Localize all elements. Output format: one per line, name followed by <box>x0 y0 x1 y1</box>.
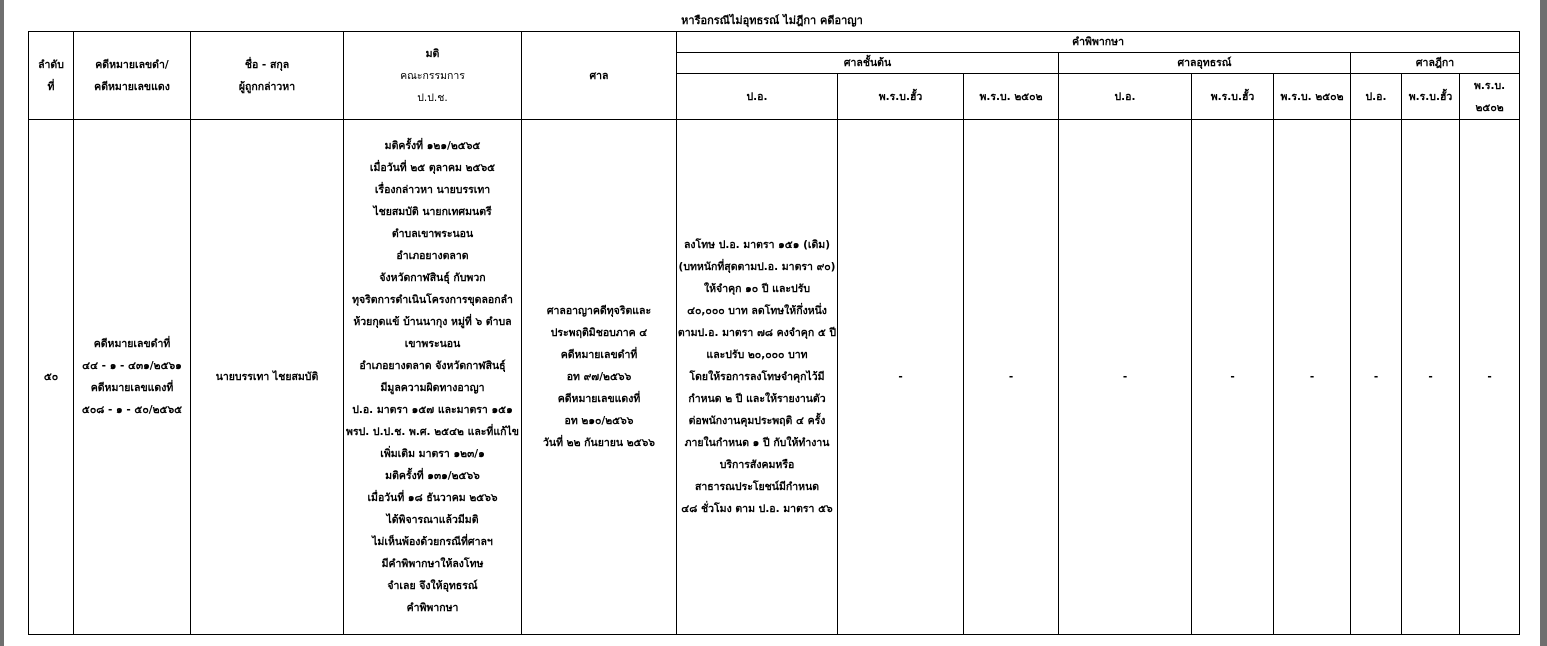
document-title: หารือกรณีไม่อุทธรณ์ ไม่ฎีกา คดีอาญา <box>681 14 863 27</box>
cell-first-po: ลงโทษ ป.อ. มาตรา ๑๕๑ (เดิม) (บทหนักที่สุดตามป.อ. มาตรา ๙๐) ให้จำคุก ๑๐ ปี และปรับ ๔๐,๐๐๐ บาท ลดโทษให้กึ่งหนึ่ง ตามป.อ. มาตรา ๗๘ คงจำคุก ๕ ปี และปรับ ๒๐,๐๐๐ บาท โดยให้รอการลงโทษจำคุกไว้มี กำหนด ๒ ปี และให้รายงานตัว ต่อพนักงานคุมประพฤติ ๔ ครั้ง ภายในกำหนด ๑ ปี กับให้ทำงาน บริการสังคมหรือ สาธารณประโยชน์มีกำหนด ๔๘ ชั่วโมง ตาม ป.อ. มาตรา ๕๖ <box>677 120 838 635</box>
table-row <box>29 120 1520 635</box>
cell-first-pro-2502: - <box>964 120 1059 635</box>
cell-supreme-pro-u: - <box>1402 120 1460 635</box>
cell-name: นายบรรเทา ไชยสมบัติ <box>191 120 344 635</box>
cell-case-no: คดีหมายเลขดำที่ ๔๔ - ๑ - ๔๓๑/๒๕๖๑ คดีหมายเลขแดงที่ ๕๐๘ - ๑ - ๕๐/๒๕๖๕ <box>74 120 191 635</box>
header-first-pro-2502: พ.ร.บ. ๒๕๐๒ <box>964 74 1059 120</box>
header-appeal-po: ป.อ. <box>1059 74 1192 120</box>
cell-appeal-po: - <box>1059 120 1192 635</box>
header-appeal-pro-2502: พ.ร.บ. ๒๕๐๒ <box>1274 74 1351 120</box>
header-seq: ลำดับ ที่ <box>29 32 74 120</box>
header-appeal-court: ศาลอุทธรณ์ <box>1059 53 1351 74</box>
header-supreme-po: ป.อ. <box>1351 74 1402 120</box>
cell-appeal-pro-u: - <box>1192 120 1274 635</box>
header-appeal-pro-u: พ.ร.บ.ฮั้ว <box>1192 74 1274 120</box>
cell-supreme-po: - <box>1351 120 1402 635</box>
case-table <box>28 31 1520 635</box>
cell-resolution: มติครั้งที่ ๑๒๑/๒๕๖๕ เมื่อวันที่ ๒๕ ตุลาคม ๒๕๖๕ เรื่องกล่าวหา นายบรรเทา ไชยสมบัติ นายกเทศมนตรี ตำบลเขาพระนอน อำเภอยางตลาด จังหวัดกาฬสินธุ์ กับพวก ทุจริตการดำเนินโครงการขุดลอกลำ ห้วยกุดแข้ บ้านนากุง หมู่ที่ ๖ ตำบล เขาพระนอน อำเภอยางตลาด จังหวัดกาฬสินธุ์ มีมูลความผิดทางอาญา ป.อ. มาตรา ๑๕๗ และมาตรา ๑๕๑ พรป. ป.ป.ช. พ.ศ. ๒๕๔๒ และที่แก้ไข เพิ่มเติม มาตรา ๑๒๓/๑ มติครั้งที่ ๑๓๑/๒๕๖๖ เมื่อวันที่ ๑๘ ธันวาคม ๒๕๖๖ ได้พิจารณาแล้วมีมติ ไม่เห็นพ้องด้วยกรณีที่ศาลฯ มีคำพิพากษาให้ลงโทษ จำเลย จึงให้อุทธรณ์ คำพิพากษา <box>344 120 522 635</box>
cell-seq: ๕๐ <box>29 120 74 635</box>
header-supreme-pro-u: พ.ร.บ.ฮั้ว <box>1402 74 1460 120</box>
header-first-po: ป.อ. <box>677 74 838 120</box>
header-court: ศาล <box>522 32 677 120</box>
cell-court: ศาลอาญาคดีทุจริตและ ประพฤติมิชอบภาค ๔ คดีหมายเลขดำที่ อท ๙๗/๒๕๖๖ คดีหมายเลขแดงที่ อท ๒๑๐/๒๕๖๖ วันที่ ๒๒ กันยายน ๒๕๖๖ <box>522 120 677 635</box>
cell-supreme-pro-2502: - <box>1460 120 1520 635</box>
header-row-1 <box>29 32 1520 53</box>
header-judgment: คำพิพากษา <box>677 32 1520 53</box>
cell-appeal-pro-2502: - <box>1274 120 1351 635</box>
header-resolution: มติ คณะกรรมการ ป.ป.ช. <box>344 32 522 120</box>
header-supreme-court: ศาลฎีกา <box>1351 53 1520 74</box>
header-name: ชื่อ - สกุล ผู้ถูกกล่าวหา <box>191 32 344 120</box>
header-supreme-pro-2502: พ.ร.บ. ๒๕๐๒ <box>1460 74 1520 120</box>
header-first-court: ศาลชั้นต้น <box>677 53 1059 74</box>
document-page <box>4 0 1540 646</box>
header-case-no: คดีหมายเลขดำ/ คดีหมายเลขแดง <box>74 32 191 120</box>
header-first-pro-u: พ.ร.บ.ฮั้ว <box>838 74 964 120</box>
cell-first-pro-u: - <box>838 120 964 635</box>
